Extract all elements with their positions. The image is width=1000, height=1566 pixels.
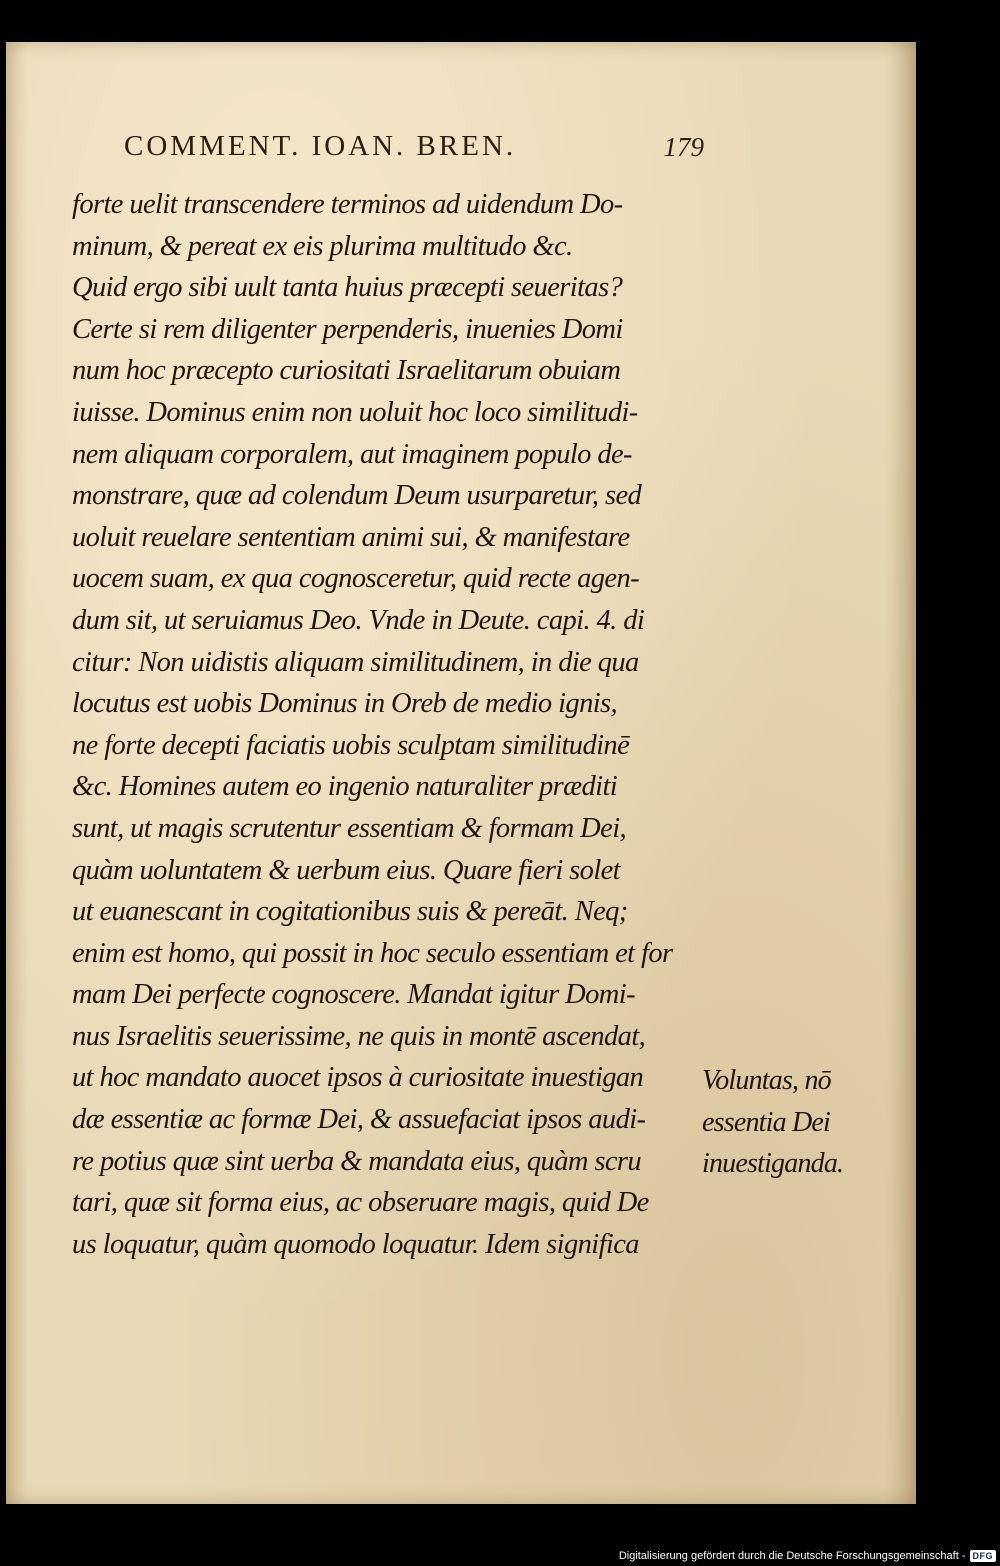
book-page bbox=[6, 42, 916, 1504]
text-line: num hoc præcepto curiositati Israelitarum obuiam bbox=[72, 355, 621, 387]
text-line: sunt, ut magis scrutentur essentiam & formam Dei, bbox=[72, 812, 627, 844]
text-line: minum, & pereat ex eis plurima multitudo &c. bbox=[72, 230, 573, 262]
text-line: Certe si rem diligenter perpenderis, inuenies Domi bbox=[72, 313, 623, 345]
marginal-note-line: Voluntas, nō bbox=[702, 1065, 831, 1096]
text-line: locutus est uobis Dominus in Oreb de medio ignis, bbox=[72, 688, 618, 720]
digitization-credit bbox=[619, 1548, 996, 1564]
text-line: ne forte decepti faciatis uobis sculptam similitudinē bbox=[72, 729, 630, 761]
page-header bbox=[124, 130, 704, 170]
running-title: COMMENT. IOAN. BREN. bbox=[124, 130, 517, 162]
text-line: Quid ergo sibi uult tanta huius præcepti seueritas? bbox=[72, 272, 623, 304]
text-line: monstrare, quæ ad colendum Deum usurparetur, sed bbox=[72, 480, 642, 512]
text-line: tari, quæ sit forma eius, ac obseruare magis, quid De bbox=[72, 1187, 649, 1219]
text-line: mam Dei perfecte cognoscere. Mandat igitur Domi- bbox=[72, 979, 635, 1011]
text-line: ut euanescant in cogitationibus suis & pereāt. Neq; bbox=[72, 896, 628, 928]
text-line: dæ essentiæ ac formæ Dei, & assuefaciat ipsos audi- bbox=[72, 1104, 646, 1136]
text-line: citur: Non uidistis aliquam similitudinem, in die qua bbox=[72, 646, 639, 678]
text-line: ut hoc mandato auocet ipsos à curiositate inuestigan bbox=[72, 1062, 644, 1094]
text-line: forte uelit transcendere terminos ad uidendum Do- bbox=[72, 189, 623, 220]
text-line: dum sit, ut seruiamus Deo. Vnde in Deute. capi. 4. di bbox=[72, 604, 645, 636]
marginal-note bbox=[702, 1060, 912, 1185]
marginal-note-line: essentia Dei bbox=[702, 1106, 831, 1138]
text-line: uoluit reuelare sententiam animi sui, & manifestare bbox=[72, 521, 630, 553]
main-text-block bbox=[72, 184, 712, 1265]
text-line: nus Israelitis seuerissime, ne quis in montē ascendat, bbox=[72, 1020, 646, 1052]
text-line: uocem suam, ex qua cognosceretur, quid recte agen- bbox=[72, 563, 640, 595]
text-line: quàm uoluntatem & uerbum eius. Quare fieri solet bbox=[72, 854, 621, 886]
text-line: enim est homo, qui possit in hoc seculo essentiam et for bbox=[72, 937, 673, 969]
text-line: us loquatur, quàm quomodo loquatur. Idem significa bbox=[72, 1228, 639, 1260]
text-line: re potius quæ sint uerba & mandata eius, quàm scru bbox=[72, 1145, 642, 1177]
page-number: 179 bbox=[663, 132, 704, 162]
marginal-note-line: inuestiganda. bbox=[702, 1148, 844, 1180]
text-line: nem aliquam corporalem, aut imaginem populo de- bbox=[72, 438, 632, 470]
text-line: iuisse. Dominus enim non uoluit hoc loco similitudi- bbox=[72, 396, 638, 428]
credit-text: Digitalisierung gefördert durch die Deutsche Forschungsgemeinschaft - bbox=[618, 1550, 966, 1562]
text-line: &c. Homines autem eo ingenio naturaliter præditi bbox=[72, 771, 618, 803]
dfg-logo: DFG bbox=[970, 1550, 997, 1562]
